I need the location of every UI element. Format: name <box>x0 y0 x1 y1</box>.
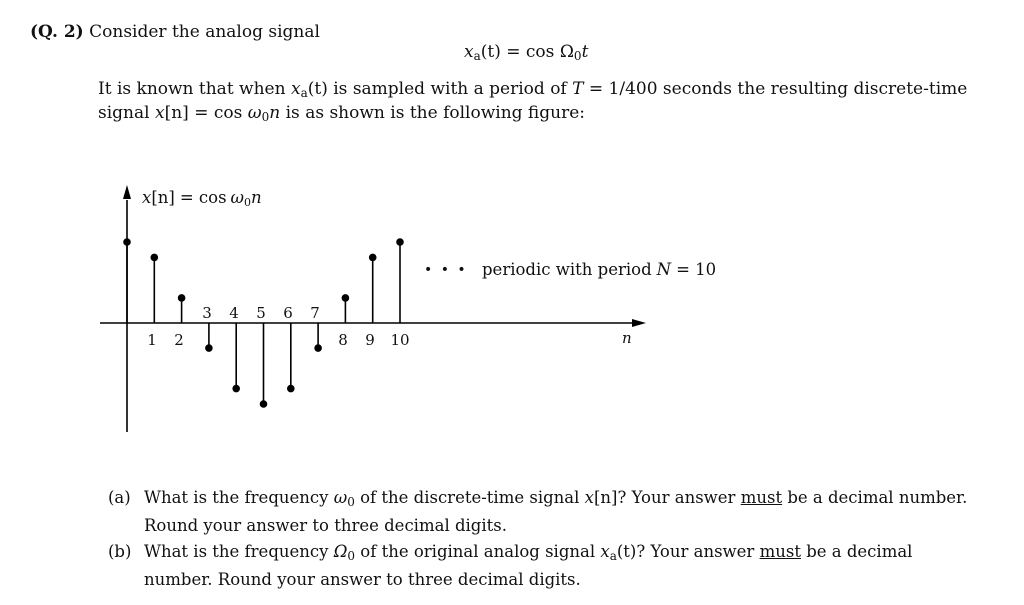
stem-point-3 <box>205 344 213 352</box>
tick-label-bottom-1: 1 <box>147 331 157 349</box>
ylabel-nn: n <box>251 188 262 207</box>
tick-label-bottom-10: 10 <box>390 331 410 349</box>
a-l1-a: What is the frequency <box>144 488 329 507</box>
p1-xa-arg: (t) <box>307 79 328 99</box>
p1-b: is sampled with a period of <box>333 79 567 99</box>
p2-c: is as shown is the following figure: <box>285 103 586 123</box>
part-b-line-1 <box>144 540 912 568</box>
part-b-line-2: number. Round your answer to three decimal digits. <box>144 570 581 589</box>
formula-omega-sub: 0 <box>573 49 582 63</box>
a-l1-c: ? Your answer <box>617 488 736 507</box>
part-b-label: (b) <box>108 542 132 561</box>
ylabel-w: ω <box>230 188 245 207</box>
x-axis-label: n <box>622 329 632 347</box>
stem-point-9 <box>369 254 377 262</box>
p2-w-sub: 0 <box>261 110 270 124</box>
p1-xa: x <box>290 79 301 99</box>
part-a <box>108 486 968 534</box>
b-l1-d: be a decimal <box>806 542 913 561</box>
p1-a: It is known that when <box>98 79 286 99</box>
stem-point-6 <box>287 385 295 393</box>
stem-point-2 <box>178 294 186 302</box>
part-a-line-1 <box>144 486 967 514</box>
formula-omega: Ω <box>559 42 574 62</box>
b-l1-c: ? Your answer <box>636 542 755 561</box>
part-a-text <box>144 486 967 537</box>
stem-point-7 <box>314 344 322 352</box>
p2-x: x <box>154 103 165 123</box>
b-l1-b: of the original analog signal <box>360 542 596 561</box>
a-must: must <box>740 488 783 507</box>
p1-T: T <box>572 79 584 99</box>
part-a-label: (a) <box>108 488 131 507</box>
a-n: [n] <box>593 488 618 507</box>
stem-point-4 <box>232 385 240 393</box>
question-intro: Consider the analog signal <box>89 22 320 42</box>
tick-label-bottom-9: 9 <box>365 331 375 349</box>
formula-x: x <box>464 42 474 62</box>
part-a-line-2: Round your answer to three decimal digits. <box>144 516 507 535</box>
p2-b: = cos <box>194 103 243 123</box>
p2-a: signal <box>98 103 150 123</box>
ylabel-sub: 0 <box>244 196 252 209</box>
ylabel-n: [n] <box>151 188 175 207</box>
question-number: (Q. 2) <box>30 22 84 42</box>
a-l1-b: of the discrete-time signal <box>360 488 580 507</box>
stem-point-5 <box>260 400 268 408</box>
stem-point-0 <box>123 238 131 246</box>
stem-point-1 <box>151 254 159 262</box>
periodic-N: N <box>656 260 672 279</box>
formula-t: t <box>581 42 589 62</box>
tick-label-top-4: 4 <box>229 304 239 322</box>
tick-label-bottom-8: 8 <box>338 331 348 349</box>
formula-x-sub: a <box>473 49 481 63</box>
tick-label-top-6: 6 <box>283 304 293 322</box>
formula-arg: (t) <box>480 42 501 62</box>
y-axis-arrowhead <box>123 185 131 199</box>
periodic-note <box>482 260 716 279</box>
part-b-text <box>144 540 912 591</box>
a-l1-d: be a decimal number. <box>787 488 968 507</box>
p1-c: = 1/400 seconds the resulting discrete-time <box>588 79 968 99</box>
tick-label-top-3: 3 <box>202 304 212 322</box>
b-om-sub: 0 <box>347 549 356 563</box>
formula-eq: = cos <box>506 42 555 62</box>
b-x: x <box>600 542 610 561</box>
tick-label-top-7: 7 <box>310 304 320 322</box>
continuation-dots: • • • <box>424 262 468 278</box>
x-axis-arrowhead <box>632 319 646 327</box>
y-axis-label <box>142 188 262 209</box>
part-b <box>108 540 968 588</box>
stem-point-10 <box>396 238 404 246</box>
stem-point-8 <box>342 294 350 302</box>
ylabel-x: x <box>142 188 152 207</box>
periodic-prefix: periodic with period <box>482 260 652 279</box>
periodic-suffix: = 10 <box>676 260 717 279</box>
tick-labels <box>147 304 409 349</box>
b-x-arg: (t) <box>616 542 637 561</box>
tick-label-top-5: 5 <box>256 304 266 322</box>
a-w: ω <box>333 488 348 507</box>
b-must: must <box>759 542 801 561</box>
p2-nn: n <box>269 103 281 123</box>
p2-w: ω <box>247 103 262 123</box>
p2-n: [n] <box>164 103 189 123</box>
tick-label-bottom-2: 2 <box>174 331 184 349</box>
a-w-sub: 0 <box>347 495 355 509</box>
b-l1-a: What is the frequency <box>144 542 329 561</box>
b-x-sub: a <box>609 549 617 563</box>
ylabel-eq: = cos <box>179 188 227 207</box>
b-om: Ω <box>333 542 348 561</box>
a-x: x <box>584 488 594 507</box>
p1-xa-sub: a <box>300 86 308 100</box>
